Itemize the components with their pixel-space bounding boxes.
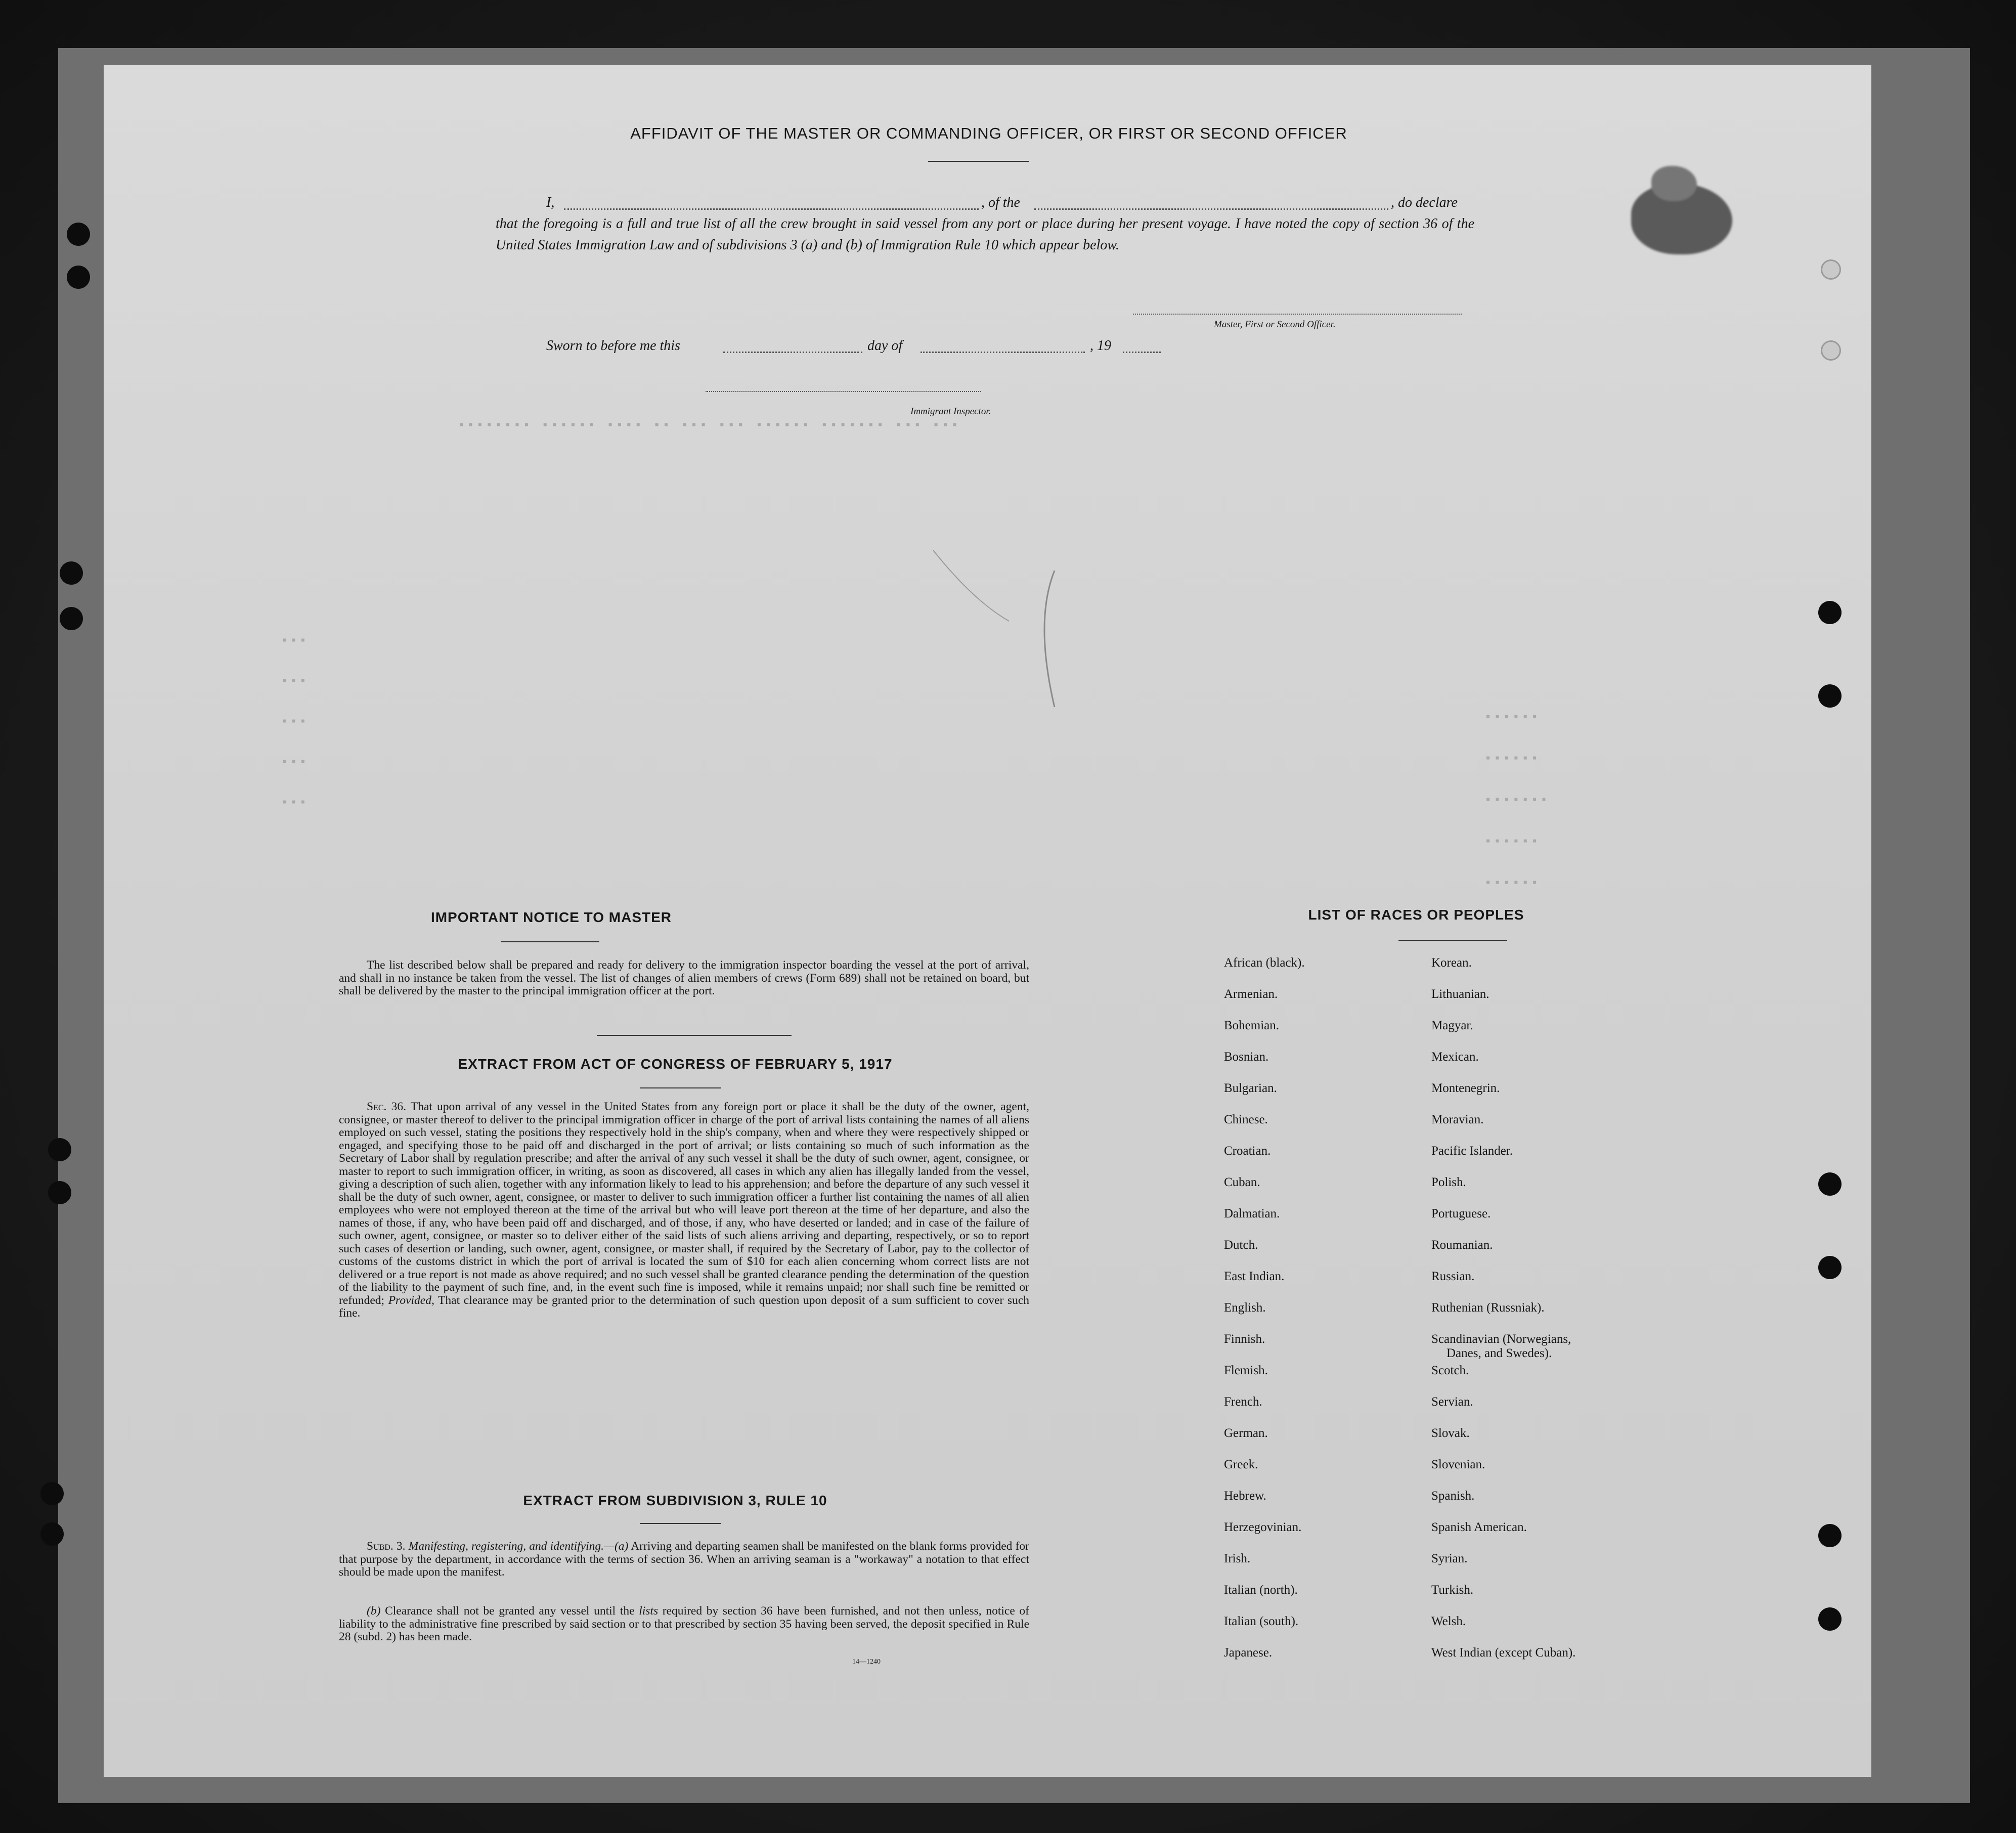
- sworn-line: [546, 335, 1305, 357]
- race-item: Roumanian.: [1431, 1238, 1493, 1252]
- race-item: Bohemian.: [1224, 1019, 1280, 1032]
- races-title: LIST OF RACES OR PEOPLES: [1308, 907, 1524, 923]
- race-item: Scotch.: [1431, 1364, 1469, 1377]
- race-item: French.: [1224, 1395, 1262, 1409]
- race-item: Herzegovinian.: [1224, 1520, 1302, 1534]
- extract-rule-underline: [640, 1523, 721, 1524]
- punch-hole: [1818, 684, 1842, 708]
- extract-act-text: [339, 1101, 1029, 1320]
- section-body: That upon arrival of any vessel in the United States from any foreign port or place it shall be the duty of the owner, agent, consignee, or master thereof to deliver to the principal immigration officer in charge of the port of arrival lists containing the names of all aliens employed on such vessel, stating the positions they respectively hold in the ship's company, when and where they were respectively shipped or engaged, and specifying those to be paid off and discharged in the port of arrival; or lists containing so much of such information as the Secretary of Labor shall by regulation prescribe; and after the arrival of any such vessel it shall be the duty of such owner, agent, consignee, or master to report to such immigration officer, in writing, as soon as discovered, all cases in which any alien has illegally landed from the vessel, giving a description of such alien, together with any information likely to lead to his apprehension; and before the departure of any such vessel it shall be the duty of such owner, agent, consignee, or master to deliver to such immigration officer a further list containing the names of all alien employees who were not employed thereon at the time of the arrival but who will leave port thereon at the time of her departure, and also the names of those, if any, who have been paid off and discharged, and of those, if any, who have deserted or landed; and in case of the failure of such owner, agent, consignee, or master so to deliver either of the said lists of such aliens arriving and departing, respectively, or so to report such cases of desertion or landing, such owner, agent, consignee, or master shall, if required by the Secretary of Labor, pay to the collector of customs of the customs district in which the port of arrival is located the sum of $10 for each alien concerning whom correct lists are not delivered or a true report is not made as above required; and no such vessel shall be granted clearance pending the determination of the question of the liability to the payment of such fine, and, in the event such fine is imposed, while it remains unpaid; nor shall such fine be remitted or refunded;: [339, 1100, 1030, 1307]
- binder-hole: [67, 223, 90, 246]
- race-item: English.: [1224, 1301, 1266, 1315]
- sworn-day-of: day of: [867, 338, 903, 354]
- race-item: Flemish.: [1224, 1364, 1268, 1377]
- notice-text: The list described below shall be prepared and ready for delivery to the immigration inspector boarding the vessel at the port of arrival, and shall in no instance be taken from the vessel. The list of changes of alien members of crews (Form 689) shall not be retained on board, but shall be delivered by the master to the principal immigration officer at the port.: [339, 958, 1029, 997]
- race-item: Turkish.: [1431, 1583, 1474, 1597]
- race-item: Portuguese.: [1431, 1207, 1491, 1220]
- bleed-through: ▪▪▪▪▪▪ ▪▪▪▪▪▪ ▪▪▪▪▪▪▪ ▪▪▪▪▪▪ ▪▪▪▪▪▪: [1484, 711, 1550, 890]
- binder-hole: [40, 1522, 64, 1546]
- races-right-column: [1431, 956, 1644, 1745]
- bleed-through: ▪▪▪▪▪▪▪▪ ▪▪▪▪▪▪ ▪▪▪▪ ▪▪ ▪▪▪ ▪▪▪ ▪▪▪▪▪▪ ▪▪▪▪▪▪▪ ▪▪▪ ▪▪▪: [458, 419, 960, 432]
- sworn-prefix: Sworn to before me this: [546, 338, 680, 354]
- race-item: Danes, and Swedes).: [1447, 1346, 1552, 1360]
- sworn-day-field[interactable]: [723, 352, 862, 353]
- extract-rule-title: EXTRACT FROM SUBDIVISION 3, RULE 10: [523, 1493, 827, 1508]
- race-item: Cuban.: [1224, 1175, 1260, 1189]
- punch-hole: [1821, 340, 1841, 361]
- race-item: German.: [1224, 1426, 1268, 1440]
- race-item: Italian (south).: [1224, 1614, 1299, 1628]
- race-item: Servian.: [1431, 1395, 1473, 1409]
- subdivision-heading: Manifesting, registering, and identifying.: [408, 1540, 604, 1553]
- race-item: Spanish American.: [1431, 1520, 1527, 1534]
- extract-act-underline: [640, 1087, 721, 1088]
- punch-hole: [1818, 1607, 1842, 1631]
- inspector-signature-caption: Immigrant Inspector.: [910, 406, 991, 417]
- races-left-column: [1224, 956, 1416, 1745]
- race-item: East Indian.: [1224, 1270, 1285, 1283]
- race-item: Hebrew.: [1224, 1489, 1266, 1503]
- race-item: Lithuanian.: [1431, 987, 1489, 1001]
- binder-hole: [60, 607, 83, 630]
- affidavit-title: AFFIDAVIT OF THE MASTER OR COMMANDING OFFICER, OR FIRST OR SECOND OFFICER: [630, 124, 1347, 142]
- master-signature-line[interactable]: [1133, 314, 1462, 315]
- section-lead: Sec. 36.: [367, 1100, 406, 1113]
- document-page: [104, 65, 1871, 1777]
- race-item: Montenegrin.: [1431, 1081, 1500, 1095]
- item-a-text: Arriving and departing seamen shall be manifested on the blank forms provided for that purpose by the department, in accordance with the terms of section 36. When an arriving seaman is a "workaway" a notation to that effect should be made upon the manifest.: [339, 1540, 1029, 1579]
- affidavit-line-1: [496, 192, 1608, 213]
- race-item: Chinese.: [1224, 1113, 1268, 1126]
- master-signature-caption: Master, First or Second Officer.: [1214, 319, 1336, 330]
- race-item: Syrian.: [1431, 1552, 1468, 1565]
- race-item: Italian (north).: [1224, 1583, 1298, 1597]
- race-item: Scandinavian (Norwegians,: [1431, 1332, 1571, 1346]
- race-item: West Indian (except Cuban).: [1431, 1646, 1576, 1660]
- punch-hole: [1821, 259, 1841, 280]
- form-number: 14—1240: [852, 1658, 881, 1666]
- proviso-body: That clearance may be granted prior to the determination of such question upon deposit of a sum sufficient to cover such fine.: [339, 1293, 1030, 1320]
- race-item: Mexican.: [1431, 1050, 1479, 1064]
- affidavit-paragraph: that the foregoing is a full and true list of all the crew brought in said vessel from any port or place during her present voyage. I have noted the copy of section 36 of the United States Immigration Law and of subdivisions 3 (a) and (b) of Immigration Rule 10 which appear below.: [496, 216, 1474, 253]
- binder-hole: [67, 266, 90, 289]
- ink-stain: [1651, 166, 1697, 201]
- race-item: Croatian.: [1224, 1144, 1271, 1158]
- race-item: Magyar.: [1431, 1019, 1473, 1032]
- punch-hole: [1818, 601, 1842, 624]
- binder-hole: [40, 1482, 64, 1505]
- item-b-text-1: Clearance shall not be granted any vessel until the: [385, 1604, 635, 1618]
- punch-hole: [1818, 1172, 1842, 1196]
- race-item: Bulgarian.: [1224, 1081, 1277, 1095]
- race-item: Ruthenian (Russniak).: [1431, 1301, 1545, 1315]
- punch-hole: [1818, 1524, 1842, 1547]
- item-b-text-2: required by section 36 have been furnished, and not then unless, notice of liability to the administrative fine prescribed by said section or to that prescribed by section 35 having been served, the deposit specified in Rule 28 (subd. 2) has been made.: [339, 1604, 1030, 1643]
- declarant-name-field[interactable]: [564, 208, 979, 210]
- race-item: Bosnian.: [1224, 1050, 1269, 1064]
- race-item: Pacific Islander.: [1431, 1144, 1513, 1158]
- race-item: Spanish.: [1431, 1489, 1475, 1503]
- race-item: Greek.: [1224, 1458, 1258, 1471]
- binder-hole: [48, 1181, 71, 1204]
- race-item: Finnish.: [1224, 1332, 1265, 1346]
- item-b-lists: lists: [639, 1604, 659, 1618]
- binder-hole: [60, 561, 83, 585]
- extract-rule-b: [339, 1605, 1029, 1644]
- proviso-word: Provided,: [388, 1293, 434, 1307]
- sworn-year-prefix: , 19: [1090, 338, 1111, 354]
- declare-suffix: , do declare: [1391, 195, 1458, 210]
- extract-act-title: EXTRACT FROM ACT OF CONGRESS OF FEBRUARY 5, 1917: [458, 1056, 893, 1072]
- race-item: Slovak.: [1431, 1426, 1470, 1440]
- race-item: Slovenian.: [1431, 1458, 1485, 1471]
- notice-separator: [597, 1035, 792, 1036]
- vessel-name-field[interactable]: [1034, 208, 1388, 210]
- sworn-month-field[interactable]: [921, 352, 1085, 353]
- subdivision-lead: Subd. 3.: [367, 1540, 406, 1553]
- bleed-through: ▪▪▪ ▪▪▪ ▪▪▪ ▪▪▪ ▪▪▪: [281, 634, 309, 810]
- race-item: Dutch.: [1224, 1238, 1258, 1252]
- race-item: Dalmatian.: [1224, 1207, 1280, 1220]
- binder-hole: [48, 1138, 71, 1161]
- race-item: Korean.: [1431, 956, 1472, 970]
- declarant-prefix: I,: [546, 195, 555, 210]
- notice-underline: [501, 941, 599, 942]
- vessel-prefix: , of the: [981, 195, 1020, 210]
- race-item: Moravian.: [1431, 1113, 1484, 1126]
- race-item: Polish.: [1431, 1175, 1466, 1189]
- notice-title: IMPORTANT NOTICE TO MASTER: [430, 909, 672, 925]
- races-underline: [1398, 940, 1507, 941]
- item-a-label: —(a): [604, 1540, 629, 1553]
- race-item: Welsh.: [1431, 1614, 1466, 1628]
- race-item: Irish.: [1224, 1552, 1251, 1565]
- sworn-year-field[interactable]: [1123, 352, 1161, 353]
- race-item: Russian.: [1431, 1270, 1475, 1283]
- race-item: Armenian.: [1224, 987, 1278, 1001]
- race-item: Japanese.: [1224, 1646, 1273, 1660]
- item-b-label: (b): [367, 1604, 381, 1618]
- extract-rule-a: [339, 1540, 1029, 1579]
- race-item: African (black).: [1224, 956, 1305, 970]
- punch-hole: [1818, 1256, 1842, 1279]
- pencil-marks: [913, 469, 1216, 722]
- inspector-signature-line[interactable]: [706, 391, 981, 392]
- title-underline: [928, 161, 1029, 162]
